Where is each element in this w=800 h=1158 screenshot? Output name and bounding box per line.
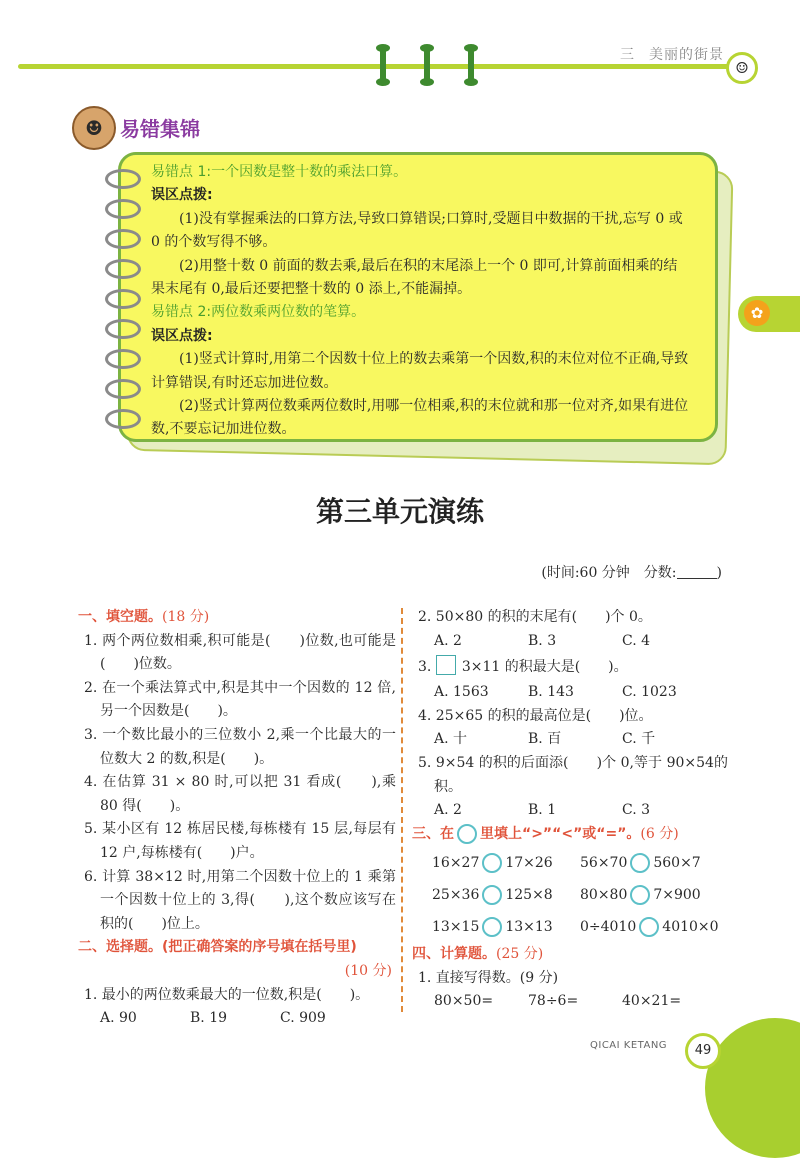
options	[78, 1007, 396, 1031]
section-heading: 四、计算题。(25 分)	[412, 946, 544, 963]
question: 5. 9×54 的积的后面添( )个 0,等于 90×54的积。	[418, 754, 728, 795]
chapter-label	[620, 44, 724, 64]
options	[412, 728, 728, 752]
error-point-1: 易错点 1:一个因数是整十数的乘法口算。	[151, 164, 408, 180]
note-card	[118, 152, 718, 442]
calc-item: 78÷6=	[528, 993, 579, 1010]
option: C. 千	[622, 731, 656, 748]
tip-paragraph: (1)竖式计算时,用第二个因数十位上的数去乘第一个因数,积的末位对位不正确,导致计算错误,有时还忘加进位数。	[151, 351, 689, 391]
options	[412, 799, 728, 823]
option: C. 3	[622, 802, 651, 819]
option: C. 1023	[622, 684, 677, 701]
compare-item: 13×15 13×13	[432, 918, 553, 935]
options	[412, 681, 728, 705]
corner-decoration	[705, 1018, 800, 1158]
option: B. 1	[528, 802, 557, 819]
answer-circle[interactable]	[482, 917, 502, 937]
compare-item: 25×36 125×8	[432, 886, 553, 903]
compare-row	[412, 916, 728, 940]
compare-item: 16×27 17×26	[432, 855, 553, 872]
answer-circle[interactable]	[639, 917, 659, 937]
option: A. 1563	[434, 684, 489, 701]
question: 2. 在一个乘法算式中,积是其中一个因数的 12 倍,另一个因数是( )。	[84, 679, 396, 720]
circle-icon	[457, 824, 477, 844]
fish-icon: ✿	[744, 300, 770, 326]
binder-pin	[468, 46, 474, 84]
ring-icon	[105, 409, 141, 429]
section-points: (10 分)	[344, 962, 392, 979]
option: B. 143	[528, 684, 574, 701]
option: C. 909	[280, 1010, 326, 1027]
question: 4. 在估算 31 × 80 时,可以把 31 看成( ),乘 80 得( )。	[84, 774, 396, 814]
ring-icon	[105, 169, 141, 189]
question: 6. 计算 38×12 时,用第二个因数十位上的 1 乘第一个因数十位上的 3,得( ),这个数应该写在积的( )位上。	[84, 868, 396, 932]
ring-icon	[105, 229, 141, 249]
page-number: 49	[685, 1033, 721, 1069]
option: B. 19	[190, 1010, 228, 1027]
ring-icon	[105, 349, 141, 369]
compare-item: 0÷4010 4010×0	[580, 918, 719, 935]
score-blank[interactable]	[677, 564, 717, 579]
question: 5. 某小区有 12 栋居民楼,每栋楼有 15 层,每层有 12 户,每栋楼有( )户。	[84, 821, 396, 861]
option: A. 2	[434, 802, 462, 819]
binder-pin	[380, 46, 386, 84]
option: A. 十	[434, 731, 468, 748]
question: 3. 3×11 的积最大是( )。	[412, 653, 728, 681]
question: 1. 最小的两位数乘最大的一位数,积是( )。	[84, 986, 370, 1003]
section-title: 易错集锦	[120, 117, 200, 141]
compare-item: 80×80 7×900	[580, 886, 701, 903]
answer-circle[interactable]	[482, 885, 502, 905]
answer-circle[interactable]	[630, 885, 650, 905]
heading-points: (18 分)	[162, 609, 210, 625]
mascot-icon: ☺	[726, 52, 758, 84]
question: 1. 两个两位数相乘,积可能是( )位数,也可能是( )位数。	[84, 632, 396, 673]
answer-circle[interactable]	[482, 853, 502, 873]
options	[412, 630, 728, 654]
time-end: )	[716, 565, 722, 581]
chapter-title: 美丽的街景	[649, 47, 724, 63]
compare-item: 56×70 560×7	[580, 855, 701, 872]
option: B. 3	[528, 632, 557, 649]
option: A. 90	[100, 1010, 137, 1027]
unit-title: 第三单元演练	[315, 495, 484, 528]
question: 3. 一个数比最小的三位数小 2,乘一个比最大的一位数大 2 的数,积是( )。	[84, 726, 396, 767]
tip-paragraph: (2)竖式计算两位数乘两位数时,用哪一位相乘,积的末位就和那一位对齐,如果有进位数,不要忘记加进位数。	[151, 398, 689, 438]
option: B. 百	[528, 731, 562, 748]
column-divider	[401, 608, 403, 1012]
calc-item: 40×21=	[622, 993, 682, 1010]
binder-pin	[424, 46, 430, 84]
ring-icon	[105, 319, 141, 339]
tip-label: 误区点拨:	[151, 327, 213, 344]
calc-item: 80×50=	[434, 993, 494, 1010]
ring-icon	[105, 289, 141, 309]
chapter-number: 三	[620, 47, 635, 63]
time-score-line	[541, 562, 722, 582]
error-point-2: 易错点 2:两位数乘两位数的笔算。	[151, 304, 366, 321]
compare-row	[412, 852, 728, 876]
right-column	[412, 606, 728, 1014]
blank-square[interactable]	[436, 655, 456, 675]
ring-icon	[105, 259, 141, 279]
tip-paragraph: (1)没有掌握乘法的口算方法,导致口算错误;口算时,受题目中数据的干扰,忘写 0 或 0 的个数写得不够。	[151, 210, 683, 251]
side-tab	[738, 296, 800, 332]
section-heading	[78, 606, 396, 630]
tip-label: 误区点拨:	[151, 187, 213, 204]
question: 2. 50×80 的积的末尾有( )个 0。	[418, 609, 652, 625]
left-column	[78, 606, 396, 1031]
compare-row	[412, 884, 728, 908]
ring-icon	[105, 379, 141, 399]
option: A. 2	[434, 632, 462, 649]
heading-text: 一、填空题。	[78, 609, 162, 625]
series-name: QICAI KETANG	[590, 1040, 668, 1051]
section-heading: 二、选择题。(把正确答案的序号填在括号里)	[78, 939, 357, 956]
question: 4. 25×65 的积的最高位是( )位。	[418, 707, 653, 724]
calc-items	[412, 990, 728, 1014]
option: C. 4	[622, 632, 651, 649]
ring-icon	[105, 199, 141, 219]
potato-mascot-icon: ☻	[72, 106, 116, 150]
section-heading: 三、在 里填上“>”“<”或“=”。(6 分)	[412, 825, 679, 842]
header-rule	[18, 64, 738, 69]
answer-circle[interactable]	[630, 853, 650, 873]
question: 1. 直接写得数。(9 分)	[418, 969, 559, 986]
time-label: (时间:60 分钟 分数:	[541, 565, 677, 581]
tip-paragraph: (2)用整十数 0 前面的数去乘,最后在积的末尾添上一个 0 即可,计算前面相乘的结果末尾有 0,最后还要把整十数的 0 添上,不能漏掉。	[151, 257, 678, 298]
